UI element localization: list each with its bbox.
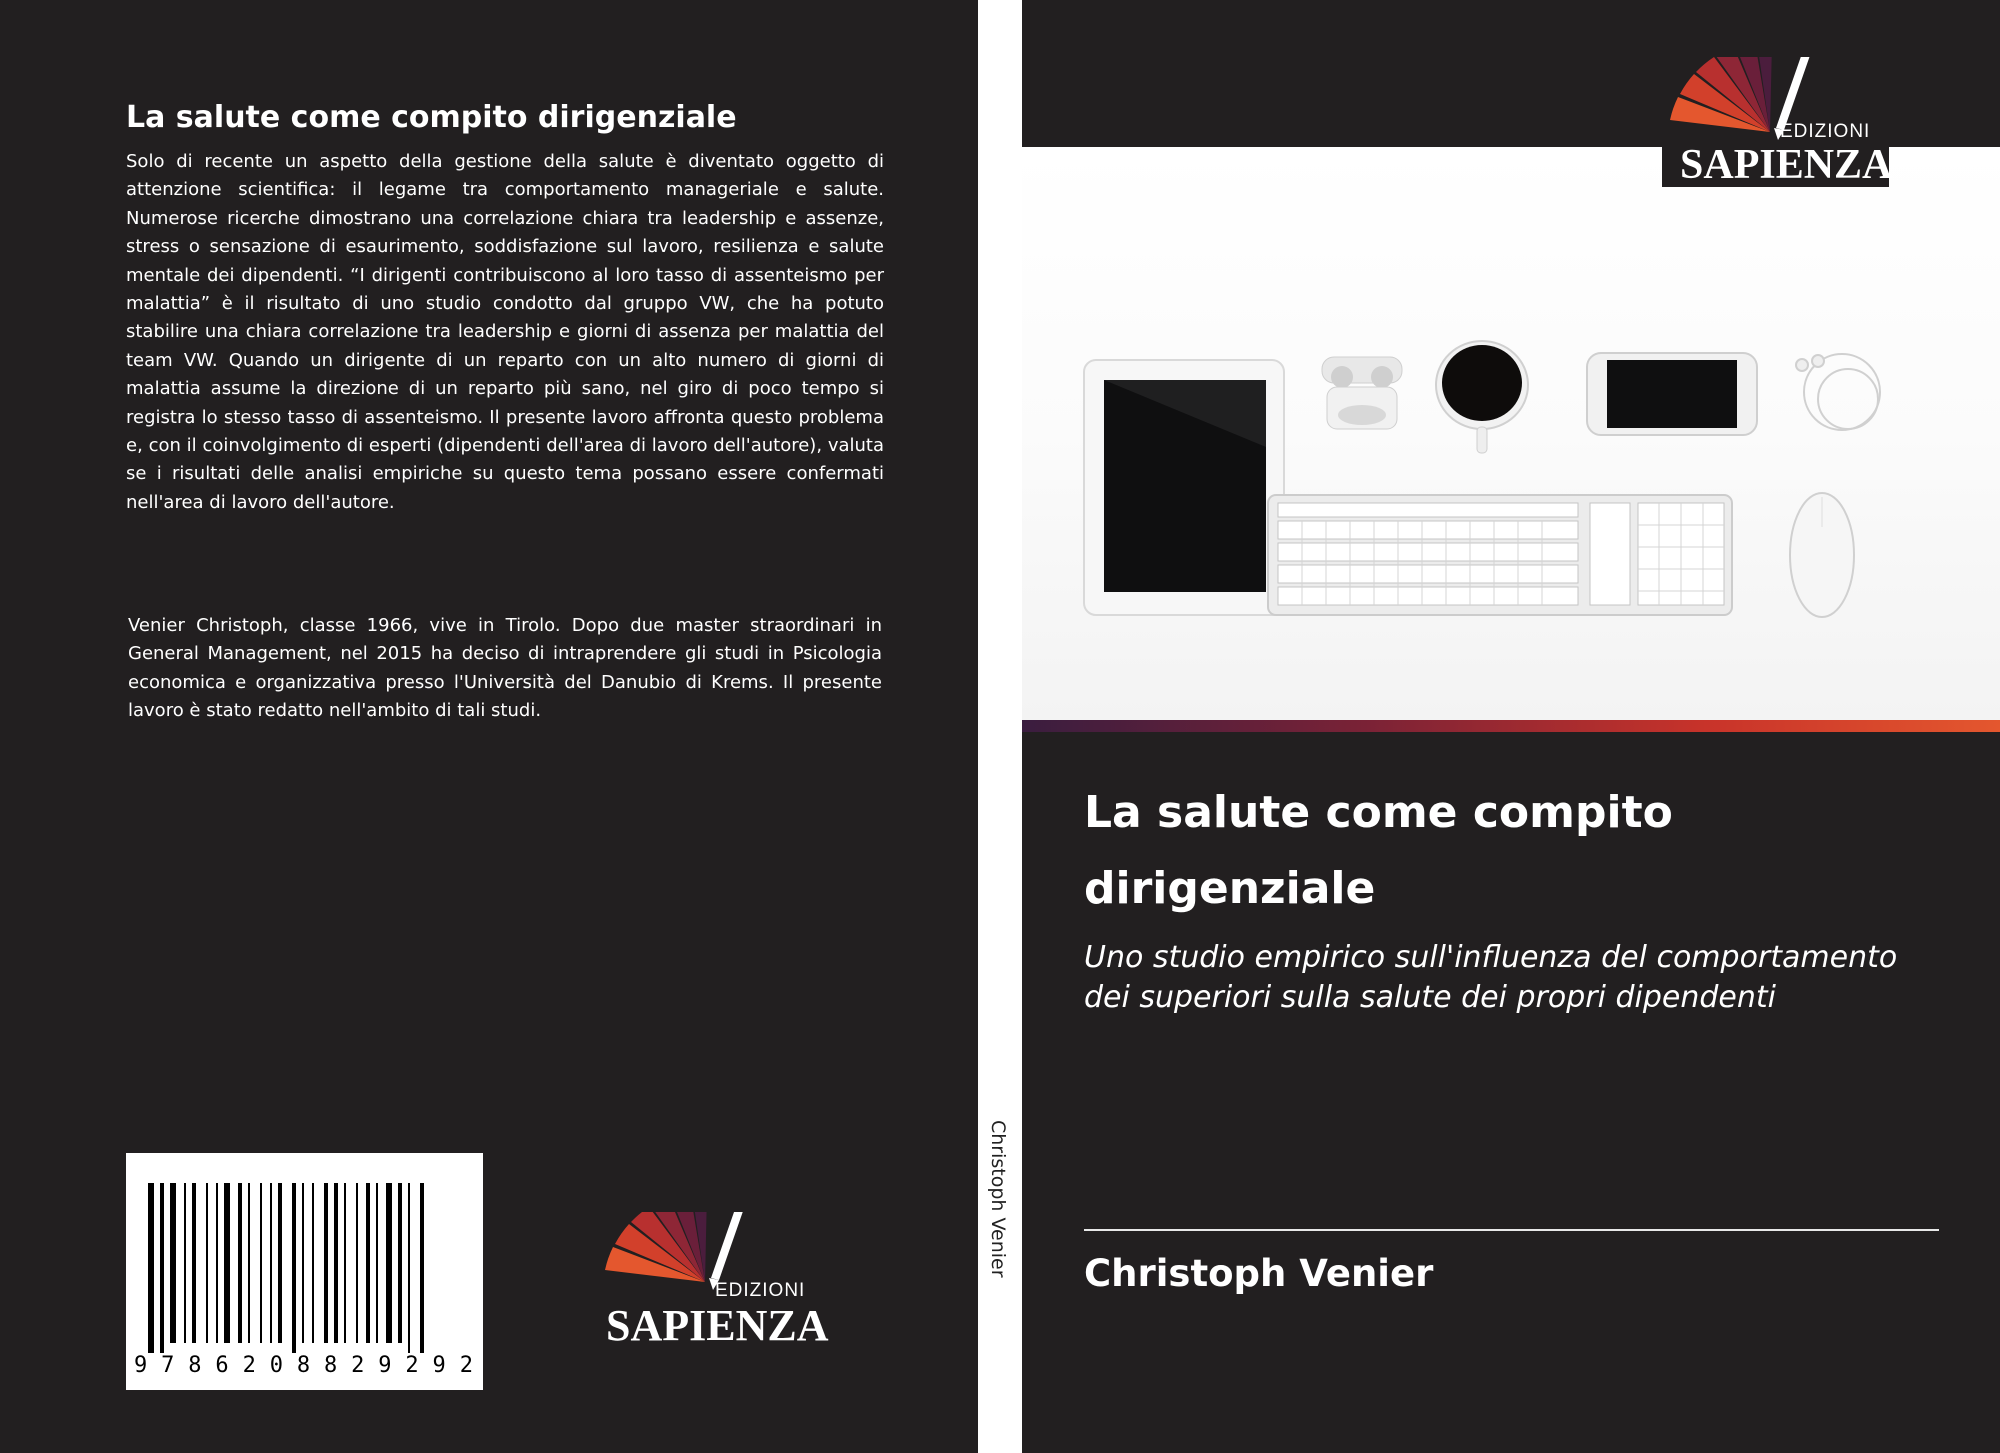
desk-devices-illustration (1022, 147, 2000, 720)
alarm-clock-icon (1322, 357, 1402, 429)
back-cover-title: La salute come compito dirigenziale (126, 100, 737, 135)
isbn-digit: 8 (296, 1353, 312, 1378)
isbn-digit: 9 (134, 1353, 149, 1378)
isbn-digit: 6 (215, 1353, 230, 1378)
barcode-bar (356, 1183, 358, 1343)
barcode-bar (260, 1183, 262, 1343)
publisher-edizioni: EDIZIONI (1780, 121, 1871, 142)
barcode-bar (344, 1183, 346, 1343)
barcode-bar (170, 1183, 176, 1343)
barcode-bar (312, 1183, 314, 1343)
front-cover-author: Christoph Venier (1084, 1252, 1434, 1295)
publisher-edizioni: EDIZIONI (715, 1280, 806, 1301)
isbn-digit: 9 (378, 1353, 393, 1378)
title-divider (1084, 1229, 1939, 1231)
back-cover-blurb: Solo di recente un aspetto della gestione della salute è diventato oggetto di attenzione scientifica: il legame tra comportamento manageriale e salute. Numerose ricerche dimostrano una correlazione chiara tra leadership e assenze, stress o sensazione di esaurimento, soddisfazione sul lavoro, resilienza e salute mentale dei dipendenti. “I dirigenti contribuiscono al loro tasso di assenteismo per malattia” è il risultato di uno studio condotto dal gruppo VW, che ha potuto stabilire una chiara correlazione tra leadership e giorni di assenza per malattia del team VW. Quando un dirigente di un reparto con un alto numero di giorni di malattia assume la direzione di un reparto più sano, nel giro di poco tempo si registra lo stesso tasso di assenteismo. Il presente lavoro affronta questo problema e, con il coinvolgimento di esperti (dipendenti dell'area di lavoro dell'autore), valuta se i risultati delle analisi empiriche su questo tema possano essere confermati nell'area di lavoro dell'autore. (126, 151, 884, 513)
barcode-bar (278, 1183, 282, 1343)
barcode-bar (324, 1183, 328, 1343)
barcode-bar (238, 1183, 242, 1343)
publisher-logo-front (1662, 57, 1893, 188)
barcode-bar (248, 1183, 250, 1343)
publisher-logo-back (600, 1212, 829, 1350)
mouse-icon (1790, 493, 1854, 617)
isbn-digit: 2 (351, 1353, 366, 1378)
barcode-bar (366, 1183, 370, 1343)
barcode-bar (376, 1183, 378, 1343)
barcode-bar (216, 1183, 218, 1343)
coffee-cup-icon (1436, 341, 1528, 453)
isbn-digit: 2 (242, 1353, 257, 1378)
spine-author: Christoph Venier (987, 1120, 1009, 1278)
barcode-bars (126, 1153, 483, 1353)
isbn-digit: 0 (269, 1353, 284, 1378)
barcode-bar (206, 1183, 208, 1343)
earphones-icon (1796, 354, 1880, 430)
isbn-digit: 8 (188, 1353, 203, 1378)
barcode-bar (270, 1183, 272, 1343)
publisher-sapienza: SAPIENZA (1680, 142, 1893, 188)
isbn-digit: 2 (405, 1353, 420, 1378)
smartphone-icon (1587, 353, 1757, 435)
isbn-digit: 9 (432, 1353, 447, 1378)
publisher-sapienza: SAPIENZA (606, 1301, 829, 1350)
barcode-bar (192, 1183, 196, 1343)
cover-photo (1022, 147, 2000, 720)
author-bio: Venier Christoph, classe 1966, vive in Tirolo. Dopo due master straordinari in General Management, nel 2015 ha deciso di intraprendere gli studi in Psicologia economica e organizzativa presso l'Università del Danubio di Krems. Il presente lavoro è stato redatto nell'ambito di tali studi. (128, 615, 882, 722)
barcode-bar (302, 1183, 304, 1343)
barcode-bar (408, 1183, 410, 1353)
accent-gradient-bar (1022, 720, 2000, 732)
front-cover-subtitle: Uno studio empirico sull'influenza del comportamento dei superiori sulla salute dei propri dipendenti (1084, 940, 1898, 1015)
front-cover-title: La salute come compito dirigenziale (1084, 787, 1673, 914)
isbn-digits (134, 1353, 474, 1378)
barcode-bar (292, 1183, 296, 1353)
barcode-bar (160, 1183, 164, 1353)
tablet-icon (1084, 360, 1284, 615)
barcode-bar (148, 1183, 154, 1353)
barcode-bar (334, 1183, 338, 1343)
isbn-digit: 2 (459, 1353, 474, 1378)
barcode-bar (420, 1183, 424, 1353)
barcode-bar (224, 1183, 230, 1343)
barcode-bar (398, 1183, 402, 1343)
barcode-bar (386, 1183, 392, 1343)
isbn-digit: 7 (161, 1353, 176, 1378)
barcode-bar (184, 1183, 186, 1343)
keyboard-icon (1268, 495, 1732, 615)
isbn-digit: 8 (323, 1353, 339, 1378)
isbn-barcode (126, 1153, 483, 1390)
